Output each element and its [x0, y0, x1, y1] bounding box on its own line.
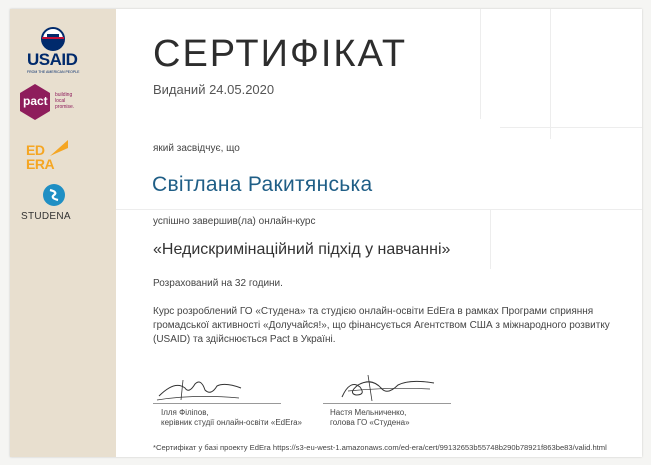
issue-date: Виданий 24.05.2020 [153, 82, 275, 97]
studena-mark-icon [42, 183, 66, 207]
logo-sidebar [10, 9, 116, 457]
edera-wordmark-bottom: ERA [26, 156, 55, 172]
decorative-line [490, 209, 491, 269]
confirms-text: який засвідчує, що [153, 143, 240, 154]
completion-text: успішно завершив(ла) онлайн-курс [153, 216, 316, 227]
pact-logo [20, 84, 90, 130]
signatory-role: голова ГО «Студена» [330, 418, 410, 427]
decorative-line [500, 127, 642, 128]
studena-logo [18, 183, 88, 225]
signatory-name: Настя Мельниченко, [330, 408, 407, 417]
signature-filipov [155, 376, 245, 402]
recipient-name: Світлана Ракитянська [152, 173, 373, 196]
course-hours: Розрахований на 32 години. [153, 278, 283, 289]
signatory-name: Ілля Філіпов, [161, 408, 209, 417]
signature-melnychenko [338, 373, 438, 403]
signature-line [323, 403, 451, 404]
signatory-block [161, 408, 302, 428]
pact-tagline-line: local [55, 98, 66, 104]
certificate [10, 9, 642, 457]
edera-arrow-icon [50, 140, 68, 156]
usaid-logo [20, 27, 86, 79]
edera-logo [26, 140, 86, 176]
course-title: «Недискримінаційний підхід у навчанні» [153, 241, 451, 258]
signature-line [153, 403, 281, 404]
pact-tagline [55, 92, 74, 110]
pact-wordmark: pact [23, 94, 48, 108]
decorative-line [480, 9, 481, 119]
pact-tagline-line: promise. [55, 104, 75, 110]
course-description: Курс розроблений ГО «Студена» та студією онлайн-освіти EdEra в рамках Програми сприяння громадської активності «Долучайся!», що фінансується Агентством США з міжнародного розвитку (USAID) та здійснюється Pact в Україні. [153, 306, 610, 345]
pact-tagline-line: building [55, 92, 73, 98]
decorative-line [550, 9, 551, 139]
signatory-block [330, 408, 410, 428]
edera-wordmark-top: ED [26, 142, 45, 158]
verification-footnote: *Сертифікат у базі проекту EdEra https://s3-eu-west-1.amazonaws.com/ed-era/cert/99132653b55748b290b78921f863be83/valid.html [153, 443, 607, 452]
certificate-title: СЕРТИФІКАТ [153, 33, 408, 75]
studena-wordmark: STUDENA [21, 211, 71, 222]
usaid-wordmark: USAID [27, 50, 78, 69]
decorative-line [116, 209, 642, 210]
usaid-tagline: FROM THE AMERICAN PEOPLE [27, 70, 80, 74]
signatory-role: керівник студії онлайн-освіти «EdEra» [161, 418, 303, 427]
